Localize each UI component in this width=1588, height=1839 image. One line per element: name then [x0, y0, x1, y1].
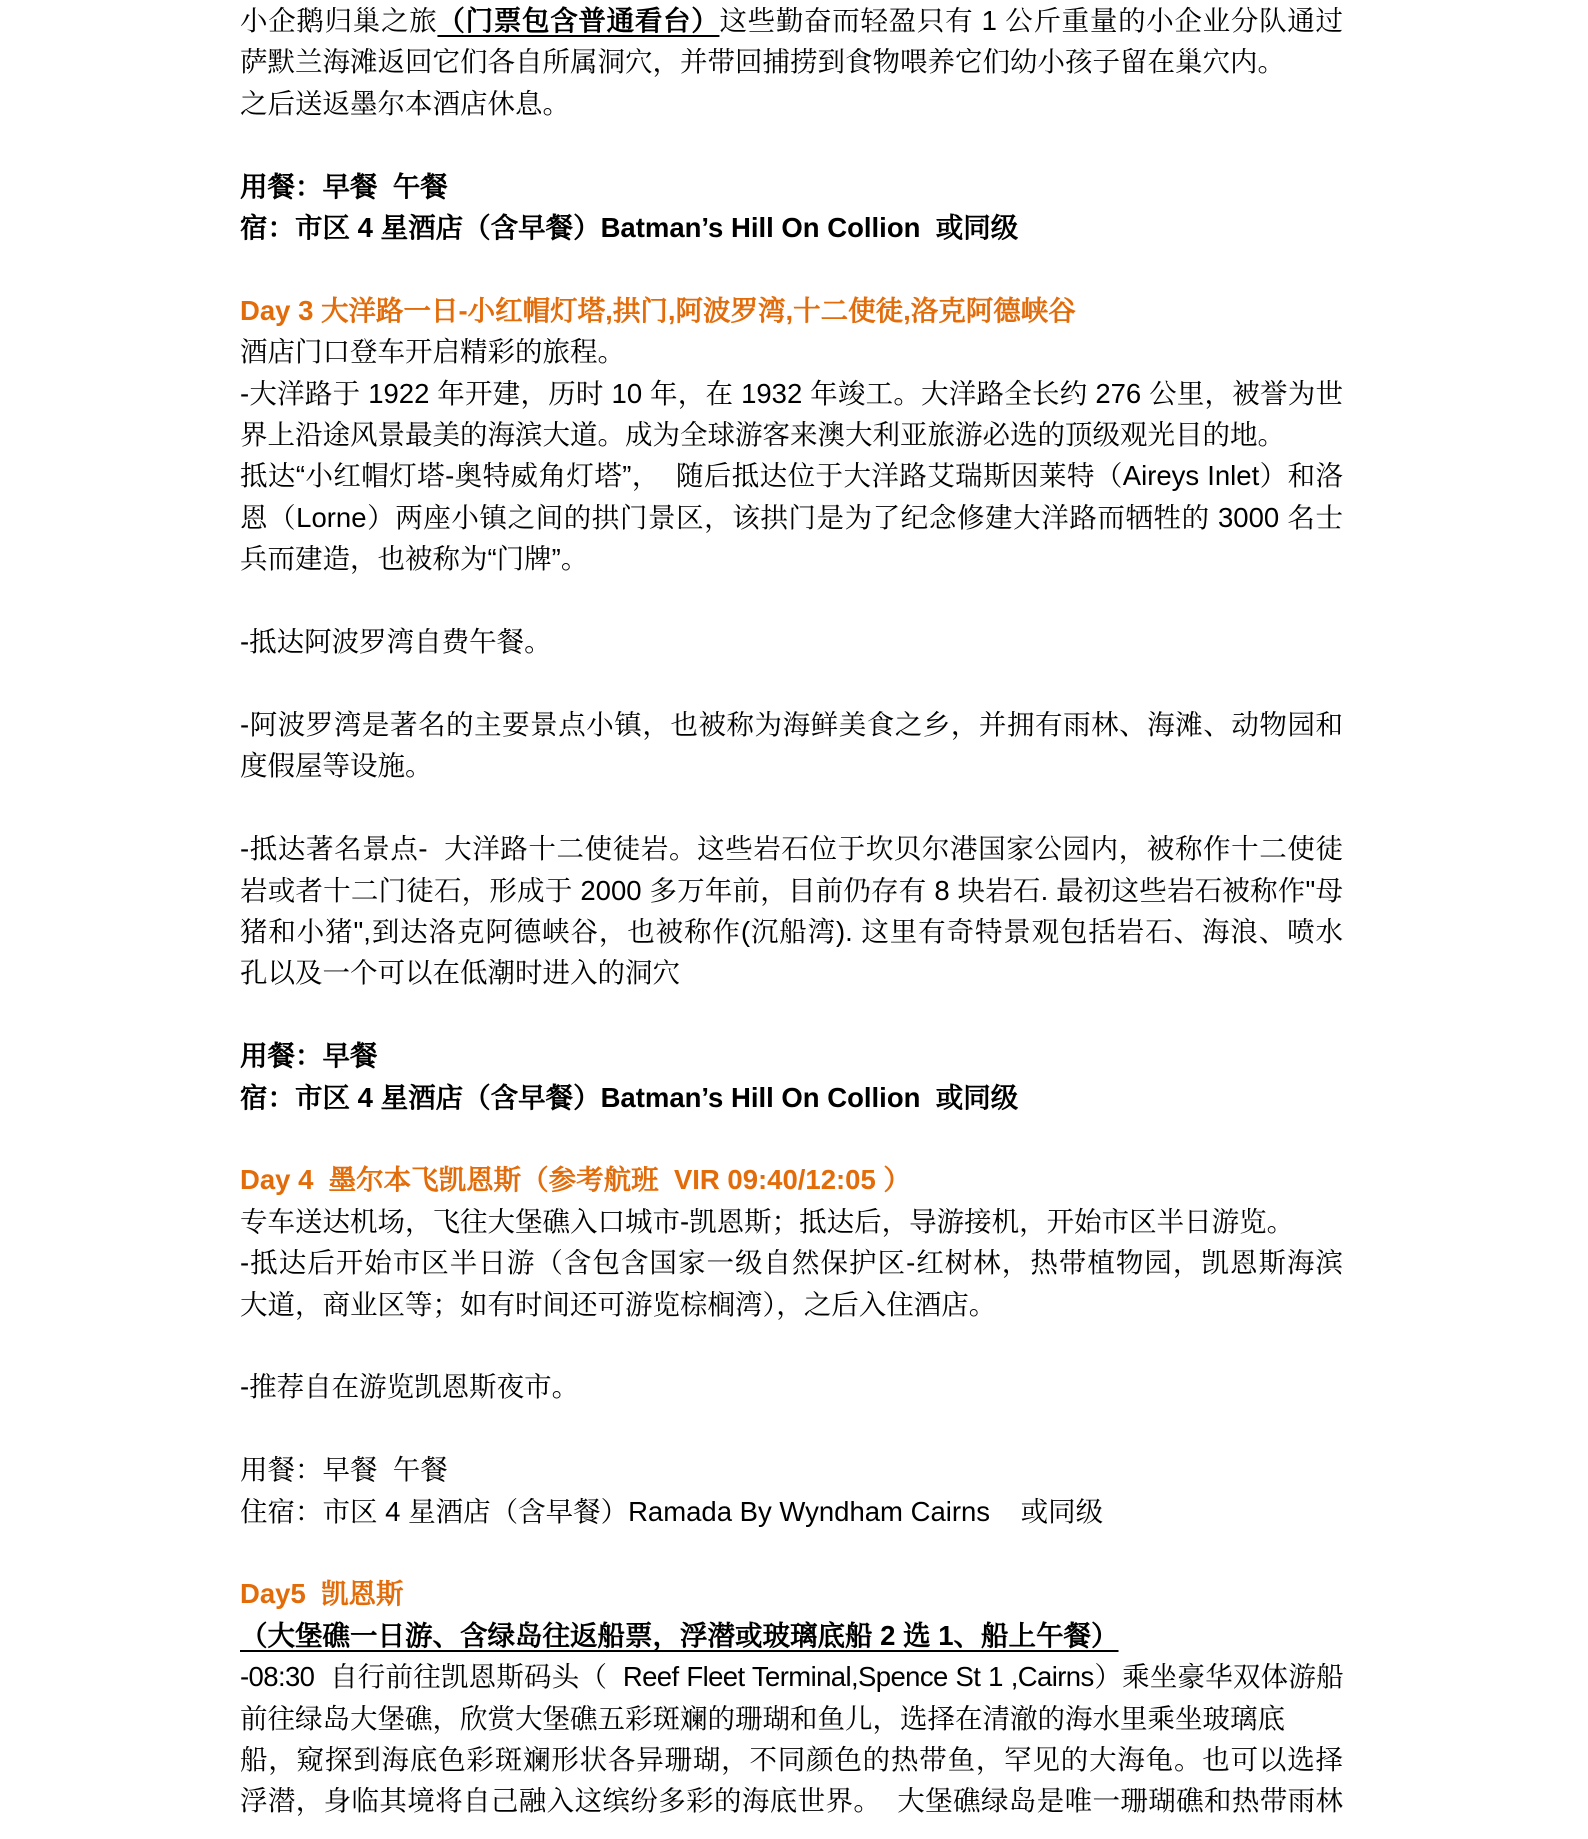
- day3-line: 酒店门口登车开启精彩的旅程。: [240, 336, 625, 368]
- penguin-line-1-rest: 这些勤奋而轻盈只有 1 公斤重量的小企业分队通过: [719, 5, 1343, 36]
- day4-line: -推荐自在游览凯恩斯夜市。: [240, 1371, 580, 1403]
- day2-meals: 用餐：早餐 午餐: [240, 170, 448, 202]
- penguin-paragraph-line-2: 萨默兰海滩返回它们各自所属洞穴，并带回捕捞到食物喂养它们幼小孩子留在巢穴内。: [240, 46, 1285, 78]
- day4-line: 专车送达机场，飞往大堡礁入口城市-凯恩斯；抵达后，导游接机，开始市区半日游览。: [240, 1205, 1295, 1237]
- day3-line: 界上沿途风景最美的海滨大道。成为全球游客来澳大利亚旅游必选的顶级观光目的地。: [240, 419, 1285, 451]
- blank-line: [240, 1532, 1343, 1573]
- day3-line: 孔以及一个可以在低潮时进入的洞穴: [240, 957, 680, 989]
- blank-line: [240, 1118, 1343, 1159]
- day3-line: 抵达“小红帽灯塔-奥特威角灯塔”， 随后抵达位于大洋路艾瑞斯因莱特（Aireys Inlet）和洛: [240, 460, 1343, 492]
- return-hotel-line: 之后送返墨尔本酒店休息。: [240, 87, 570, 119]
- day5-heading: Day5 凯恩斯: [240, 1578, 404, 1610]
- day5-line: 前往绿岛大堡礁，欣赏大堡礁五彩斑斓的珊瑚和鱼儿，选择在清澈的海水里乘坐玻璃底: [240, 1702, 1285, 1734]
- blank-line: [240, 994, 1343, 1035]
- itinerary-document: [240, 0, 1343, 1822]
- blank-line: [240, 663, 1343, 704]
- day3-line: -抵达阿波罗湾自费午餐。: [240, 626, 552, 658]
- day3-line: 岩或者十二门徒石，形成于 2000 多万年前，目前仍存有 8 块岩石. 最初这些岩石被称作"母: [240, 874, 1343, 906]
- blank-line: [240, 1325, 1343, 1366]
- day4-accommodation: 住宿：市区 4 星酒店（含早餐）Ramada By Wyndham Cairns 或同级: [240, 1495, 1104, 1527]
- day3-meals: 用餐：早餐: [240, 1040, 378, 1072]
- day3-line: 猪和小猪",到达洛克阿德峡谷，也被称作(沉船湾). 这里有奇特景观包括岩石、海浪、喷水: [240, 915, 1343, 947]
- day4-line: 大道，商业区等；如有时间还可游览棕榈湾），之后入住酒店。: [240, 1288, 997, 1320]
- day5-subtitle-row: [240, 1615, 1343, 1656]
- day3-line: 恩（Lorne）两座小镇之间的拱门景区，该拱门是为了纪念修建大洋路而牺牲的 3000 名士: [240, 501, 1343, 533]
- day3-accommodation: 宿：市区 4 星酒店（含早餐）Batman’s Hill On Collion 或同级: [240, 1081, 1019, 1113]
- blank-line: [240, 248, 1343, 289]
- day5-line: 船，窥探到海底色彩斑斓形状各异珊瑚，不同颜色的热带鱼，罕见的大海龟。也可以选择: [240, 1744, 1343, 1776]
- blank-line: [240, 787, 1343, 828]
- day4-line: -抵达后开始市区半日游（含包含国家一级自然保护区-红树林，热带植物园，凯恩斯海滨: [240, 1247, 1343, 1279]
- day4-meals: 用餐：早餐 午餐: [240, 1454, 448, 1486]
- ticket-note: （门票包含普通看台）: [437, 5, 720, 36]
- penguin-intro: 小企鹅归巢之旅: [240, 5, 438, 36]
- day3-line: -抵达著名景点- 大洋路十二使徒岩。这些岩石位于坎贝尔港国家公园内，被称作十二使徒: [240, 833, 1343, 865]
- day3-line: -大洋路于 1922 年开建，历时 10 年，在 1932 年竣工。大洋路全长约 276 公里，被誉为世: [240, 377, 1343, 409]
- day5-line: -08:30 自行前往凯恩斯码头（ Reef Fleet Terminal,Spence St 1 ,Cairns）乘坐豪华双体游船: [240, 1661, 1343, 1693]
- day3-line: 度假屋等设施。: [240, 750, 433, 782]
- day5-line: 浮潜，身临其境将自己融入这缤纷多彩的海底世界。 大堡礁绿岛是唯一珊瑚礁和热带雨林: [240, 1785, 1343, 1817]
- day3-line: -阿波罗湾是著名的主要景点小镇，也被称为海鲜美食之乡，并拥有雨林、海滩、动物园和: [240, 708, 1343, 740]
- day5-subtitle: （大堡礁一日游、含绿岛往返船票，浮潜或玻璃底船 2 选 1、船上午餐）: [240, 1619, 1119, 1651]
- day4-heading: Day 4 墨尔本飞凯恩斯（参考航班 VIR 09:40/12:05 ）: [240, 1164, 911, 1196]
- blank-line: [240, 580, 1343, 621]
- day2-accommodation: 宿：市区 4 星酒店（含早餐）Batman’s Hill On Collion 或同级: [240, 212, 1019, 244]
- penguin-paragraph-line-1: [240, 0, 1343, 41]
- blank-line: [240, 124, 1343, 165]
- day3-line: 兵而建造，也被称为“门牌”。: [240, 543, 589, 575]
- blank-line: [240, 1408, 1343, 1449]
- day3-heading: Day 3 大洋路一日-小红帽灯塔,拱门,阿波罗湾,十二使徒,洛克阿德峡谷: [240, 294, 1076, 326]
